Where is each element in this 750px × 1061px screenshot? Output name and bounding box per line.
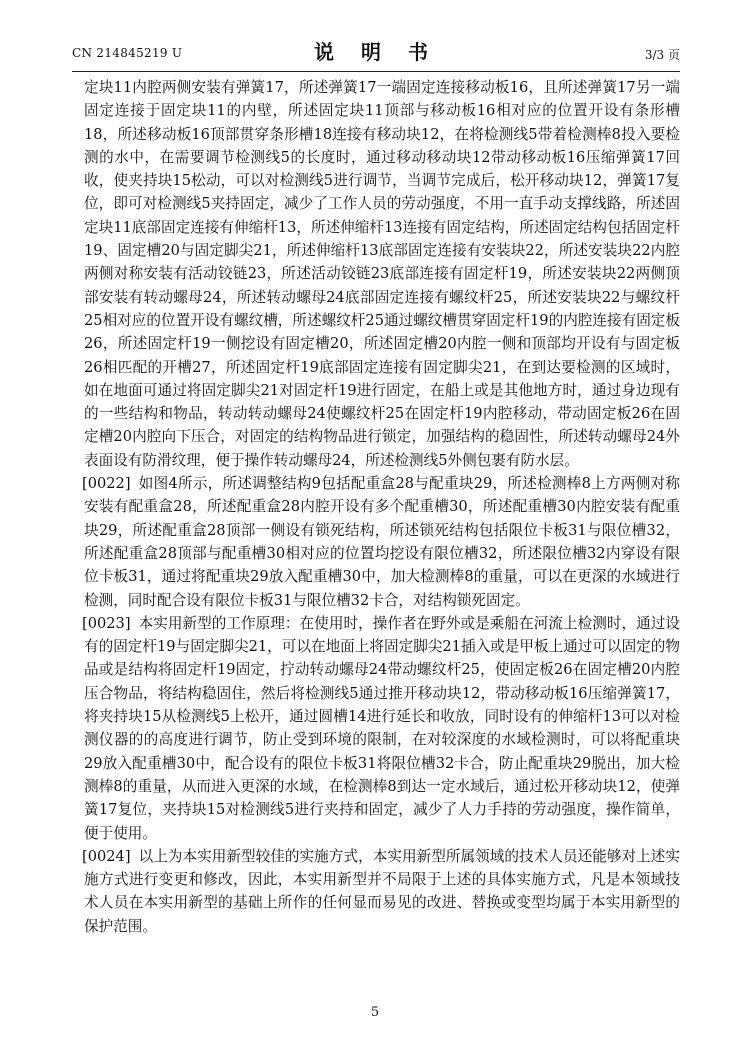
page-number: 5 — [370, 1005, 380, 1020]
paragraph-0023 — [84, 612, 680, 845]
paragraph-number: [0022] — [82, 475, 131, 493]
header-rule — [72, 71, 680, 72]
patent-number: CN 214845219 U — [72, 46, 183, 60]
paragraph-text: 如图4所示，所述调整结构9包括配重盒28与配重块29，所述检测棒8上方两侧对称安装有配重盒28，所述配重盒28内腔开设有多个配重槽30，所述配重槽30内腔安装有配重块29，所述配重盒28顶部一侧设有锁死结构，所述锁死结构包括限位卡板31与限位槽32，所述配重盒28顶部与配重槽30相对应的位置均挖设有限位槽32，所述限位槽32内穿设有限位卡板31，通过将配重块29放入配重槽30中，加大检测棒8的重量，可以在更深的水域进行检测，同时配合设有限位卡板31与限位槽32卡合，对结构锁死固定。 — [84, 475, 680, 609]
paragraph-text: 定块11内腔两侧安装有弹簧17，所述弹簧17一端固定连接移动板16，且所述弹簧17另一端固定连接于固定块11的内壁，所述固定块11顶部与移动板16相对应的位置开设有条形槽18，所述移动板16顶部贯穿条形槽18连接有移动块12，在将检测线5带着检测棒8投入要检测的水中，在需要调节检测线5的长度时，通过移动移动块12带动移动板16压缩弹簧17回收，使夹持块15松动，可以对检测线5进行调节，当调节完成后，松开移动块12，弹簧17复位，即可对检测线5夹持固定，减少了工作人员的劳动强度，不用一直手动支撑线路，所述固定块11底部固定连接有伸缩杆13，所述伸缩杆13连接有固定结构，所述固定结构包括固定杆19、固定槽20与固定脚尖21，所述伸缩杆13底部固定连接有安装块22，所述安装块22内腔两侧对称安装有活动铰链23，所述活动铰链23底部连接有固定杆19，所述安装块22两侧顶部安装有转动螺母24，所述转动螺母24底部固定连接有螺纹杆25，所述安装块22与螺纹杆25相对应的位置开设有螺纹槽，所述螺纹杆25通过螺纹槽贯穿固定杆19的内腔连接有固定板26，所述固定杆19一侧挖设有固定槽20，所述固定槽20内腔一侧和顶部均开设有与固定板26相匹配的开槽27，所述固定杆19底部固定连接有固定脚尖21，在到达要检测的区域时，如在地面可通过将固定脚尖21对固定杆19进行固定，在船上或是其他地方时，通过身边现有的一些结构和物品，转动转动螺母24使螺纹杆25在固定杆19内腔移动，带动固定板26在固定槽20内腔向下压合，对固定的结构物品进行锁定，加强结构的稳固性，所述转动螺母24外表面设有防滑纹理，便于操作转动螺母24，所述检测线5外侧包裹有防水层。 — [84, 79, 680, 469]
paragraph-text: 以上为本实用新型较佳的实施方式，本实用新型所属领域的技术人员还能够对上述实施方式进行变更和修改，因此，本实用新型并不局限于上述的具体实施方式，凡是本领域技术人员在本实用新型的基础上所作的任何显而易见的改进、替换或变型均属于本实用新型的保护范围。 — [84, 847, 680, 935]
paragraph-0022 — [84, 472, 680, 612]
paragraph-0024 — [84, 845, 680, 938]
page-indicator: 3/3 页 — [644, 48, 680, 62]
paragraph-number: [0024] — [82, 847, 131, 865]
paragraph-number: [0023] — [82, 614, 131, 632]
paragraph-continuation — [84, 76, 680, 472]
page-header — [72, 34, 680, 70]
paragraph-text: 本实用新型的工作原理：在使用时，操作者在野外或是乘船在河流上检测时，通过设有的固定杆19与固定脚尖21，可以在地面上将固定脚尖21插入或是甲板上通过可以固定的物品或是结构将固定杆19固定，拧动转动螺母24带动螺纹杆25，使固定板26在固定槽20内腔压合物品，将结构稳固住，然后将检测线5通过推开移动块12，带动移动板16压缩弹簧17，将夹持块15从检测线5上松开，通过圆槽14进行延长和收放，同时设有的伸缩杆13可以对检测仪器的的高度进行调节，防止受到环境的限制，在对较深度的水域检测时，可以将配重块29放入配重槽30中，配合设有的限位卡板31将限位槽32卡合，防止配重块29脱出，加大检测棒8的重量，从而进入更深的水域，在检测棒8到达一定水域后，通过松开移动块12，使弹簧17复位，夹持块15对检测线5进行夹持和固定，减少了人力手持的劳动强度，操作简单，便于使用。 — [84, 614, 680, 842]
document-title: 说 明 书 — [314, 40, 438, 64]
document-body — [84, 76, 680, 938]
